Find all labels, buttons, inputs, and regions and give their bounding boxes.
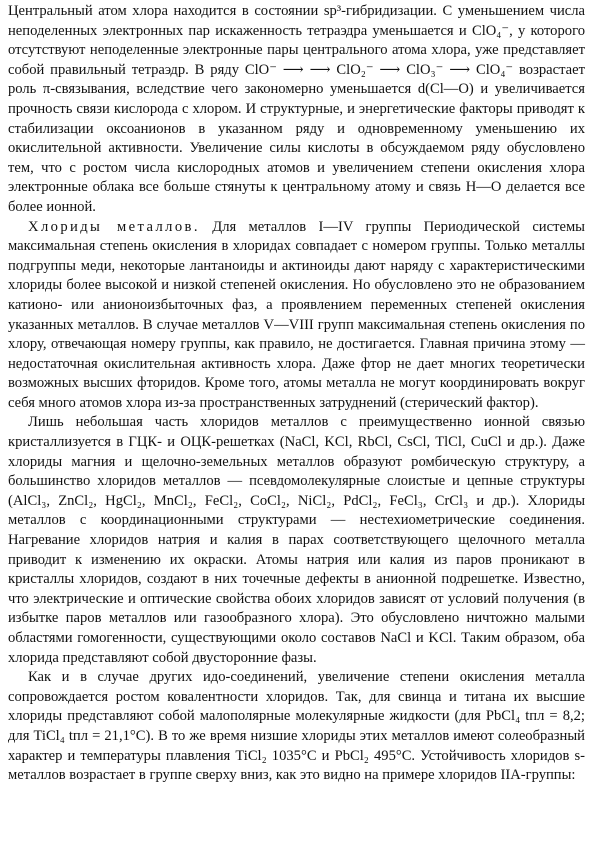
paragraph-1 — [8, 2, 585, 218]
paragraph-1-text: Центральный атом хлора находится в состоянии sp³-гибридизации. С уменьшением числа неподеленных электронных пар искаженность тетраэдра уменьшается и ClO₄⁻, у которого отсутствуют неподеленные электронные пары центрального атома хлора, уже представляет собой правильный тетраэдр. В ряду ClO⁻ ⟶ ⟶ ClO₂⁻ ⟶ ClO₃⁻ ⟶ ClO₄⁻ возрастает роль π-связывания, вследствие чего закономерно уменьшается d(Cl—O) и увеличивается прочность связи кислорода с хлором. И структурные, и энергетические факторы приводят к стабилизации оксоанионов в указанном ряду и одновременному уменьшению их окислительной активности. Увеличение силы кислоты в обсуждаемом ряду обусловлено тем, что с ростом числа кислородных атомов и увеличением степени окисления хлора электронные облака все больше стянуты к центральному атому и связь H—O делается все более ионной. — [8, 3, 585, 215]
paragraph-3-text: Лишь небольшая часть хлоридов металлов с преимущественно ионной связью кристаллизуется в ГЦК- и ОЦК-решетках (NaCl, KCl, RbCl, CsCl, TlCl, CuCl и др.). Даже хлориды магния и щелочно-земельных металлов образуют ромбическую структуру, а большинство хлоридов металлов — псевдомолекулярные слоистые и цепные структуры (AlCl₃, ZnCl₂, HgCl₂, MnCl₂, FeCl₂, CoCl₂, NiCl₂, PdCl₂, FeCl₃, CrCl₃ и др.). Хлориды металлов с координационными структурами — нестехиометрические соединения. Нагревание хлоридов натрия и калия в парах соответствующего щелочного металла приводит к изменению их окраски. Атомы натрия или калия из паров проникают в кристаллы хлоридов, создают в них точечные дефекты в анионной подрешетке. Известно, что электрические и оптические свойства обоих хлоридов зависят от условий получения (в избытке паров металлов или газообразного хлора). Это обусловлено ничтожно малыми областями гомогенности, существующими около составов NaCl и KCl. Таким образом, оба хлорида представляют собой двусторонние фазы. — [8, 414, 585, 666]
section-heading-metal-chlorides: Хлориды металлов. — [28, 218, 200, 235]
paragraph-2 — [8, 218, 585, 414]
paragraph-2-text: Для металлов I—IV группы Периодической системы максимальная степень окисления в хлоридах совпадает с номером группы. Только металлы подгруппы меди, некоторые лантаноиды и актиноиды дают наряду с характеристическими хлориды более высокой и низкой степеней окисления. Но обусловлено это не образованием катионо- или анионоизбыточных фаз, а проявлением переменных степеней окисления указанных металлов. В случае металлов V—VIII групп максимальная степень окисления по хлору, отвечающая номеру группы, как правило, не достигается. Главная причина этому — недостаточная окислительная активность хлора. Даже фтор не дает многих теоретически возможных высших фторидов. Кроме того, атомы металла не могут координировать вокруг себя много атомов хлора из-за пространственных затруднений (стерический фактор). — [8, 218, 585, 411]
paragraph-4 — [8, 668, 585, 786]
paragraph-4-text: Как и в случае других идо-соединений, увеличение степени окисления металла сопровождается ростом ковалентности хлоридов. Так, для свинца и титана их высшие хлориды представляют собой малополярные молекулярные жидкости (для PbCl₄ tпл = 8,2; для TiCl₄ tпл = 21,1°C). В то же время низшие хлориды этих металлов имеют солеобразный характер и температуры плавления TiCl₂ 1035°C и PbCl₂ 495°C. Устойчивость хлоридов s-металлов возрастает в группе сверху вниз, как это видно на примере хлоридов IIA-группы: — [8, 669, 585, 784]
paragraph-3 — [8, 413, 585, 668]
